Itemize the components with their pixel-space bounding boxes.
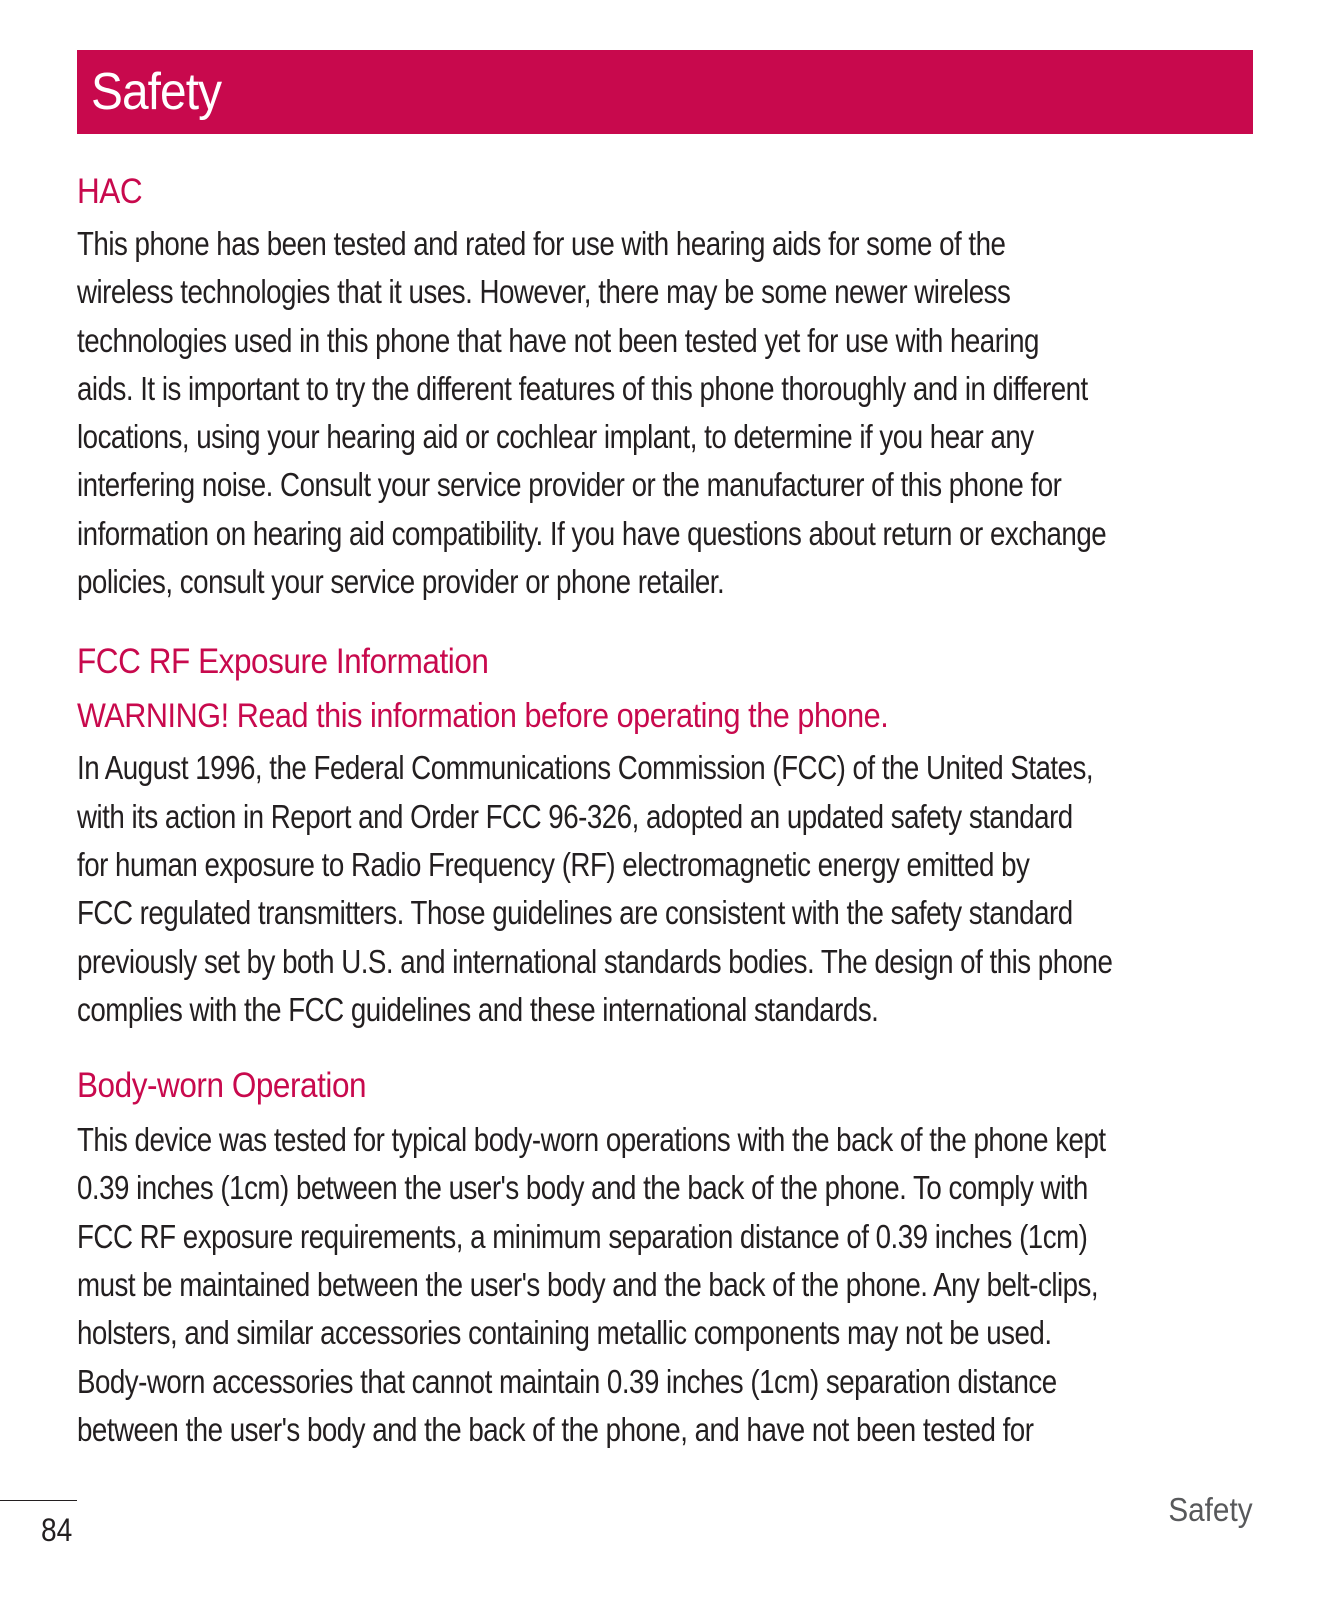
text-line: aids. It is important to try the different features of this phone thoroughly and in different xyxy=(77,369,1088,407)
text-line: Body-worn accessories that cannot maintain 0.39 inches (1cm) separation distance xyxy=(77,1362,1057,1400)
page-number: 84 xyxy=(41,1512,73,1548)
text-line: information on hearing aid compatibility. If you have questions about return or exchange xyxy=(77,514,1107,552)
text-line: wireless technologies that it uses. However, there may be some newer wireless xyxy=(77,273,1011,311)
section-title: Safety xyxy=(91,63,222,121)
text-line: FCC regulated transmitters. Those guidelines are consistent with the safety standard xyxy=(77,894,1073,932)
text-line: holsters, and similar accessories containing metallic components may not be used. xyxy=(77,1314,1052,1352)
text-line: locations, using your hearing aid or cochlear implant, to determine if you hear any xyxy=(77,418,1034,456)
hac-paragraph xyxy=(77,220,1253,606)
text-line: between the user's body and the back of the phone, and have not been tested for xyxy=(77,1410,1034,1448)
text-line: interfering noise. Consult your service provider or the manufacturer of this phone for xyxy=(77,466,1062,504)
text-line: must be maintained between the user's body and the back of the phone. Any belt-clips, xyxy=(77,1266,1099,1304)
text-line: In August 1996, the Federal Communications Commission (FCC) of the United States, xyxy=(77,749,1094,787)
text-line: policies, consult your service provider or phone retailer. xyxy=(77,563,725,601)
hac-heading: HAC xyxy=(77,172,143,211)
text-line: This device was tested for typical body-worn operations with the back of the phone kept xyxy=(77,1121,1106,1159)
text-line: previously set by both U.S. and international standards bodies. The design of this phone xyxy=(77,942,1113,980)
text-line: FCC RF exposure requirements, a minimum separation distance of 0.39 inches (1cm) xyxy=(77,1217,1088,1255)
text-line: 0.39 inches (1cm) between the user's body and the back of the phone. To comply with xyxy=(77,1169,1088,1207)
text-line: with its action in Report and Order FCC 96-326, adopted an updated safety standard xyxy=(77,797,1073,835)
text-line: for human exposure to Radio Frequency (RF) electromagnetic energy emitted by xyxy=(77,845,1030,883)
fcc-paragraph xyxy=(77,744,1253,1034)
body-worn-operation-heading: Body-worn Operation xyxy=(77,1066,367,1106)
text-line: complies with the FCC guidelines and these international standards. xyxy=(77,990,879,1028)
page-content xyxy=(77,170,1253,1454)
section-header-bar xyxy=(77,50,1253,134)
text-line: technologies used in this phone that have not been tested yet for use with hearing xyxy=(77,321,1039,359)
text-line: This phone has been tested and rated for use with hearing aids for some of the xyxy=(77,225,1006,262)
body-worn-paragraph xyxy=(77,1116,1253,1454)
footer-section-name: Safety xyxy=(1168,1491,1253,1528)
footer-divider xyxy=(0,1500,77,1501)
fcc-rf-exposure-heading: FCC RF Exposure Information xyxy=(77,642,489,682)
warning-subheading: WARNING! Read this information before operating the phone. xyxy=(77,697,889,736)
